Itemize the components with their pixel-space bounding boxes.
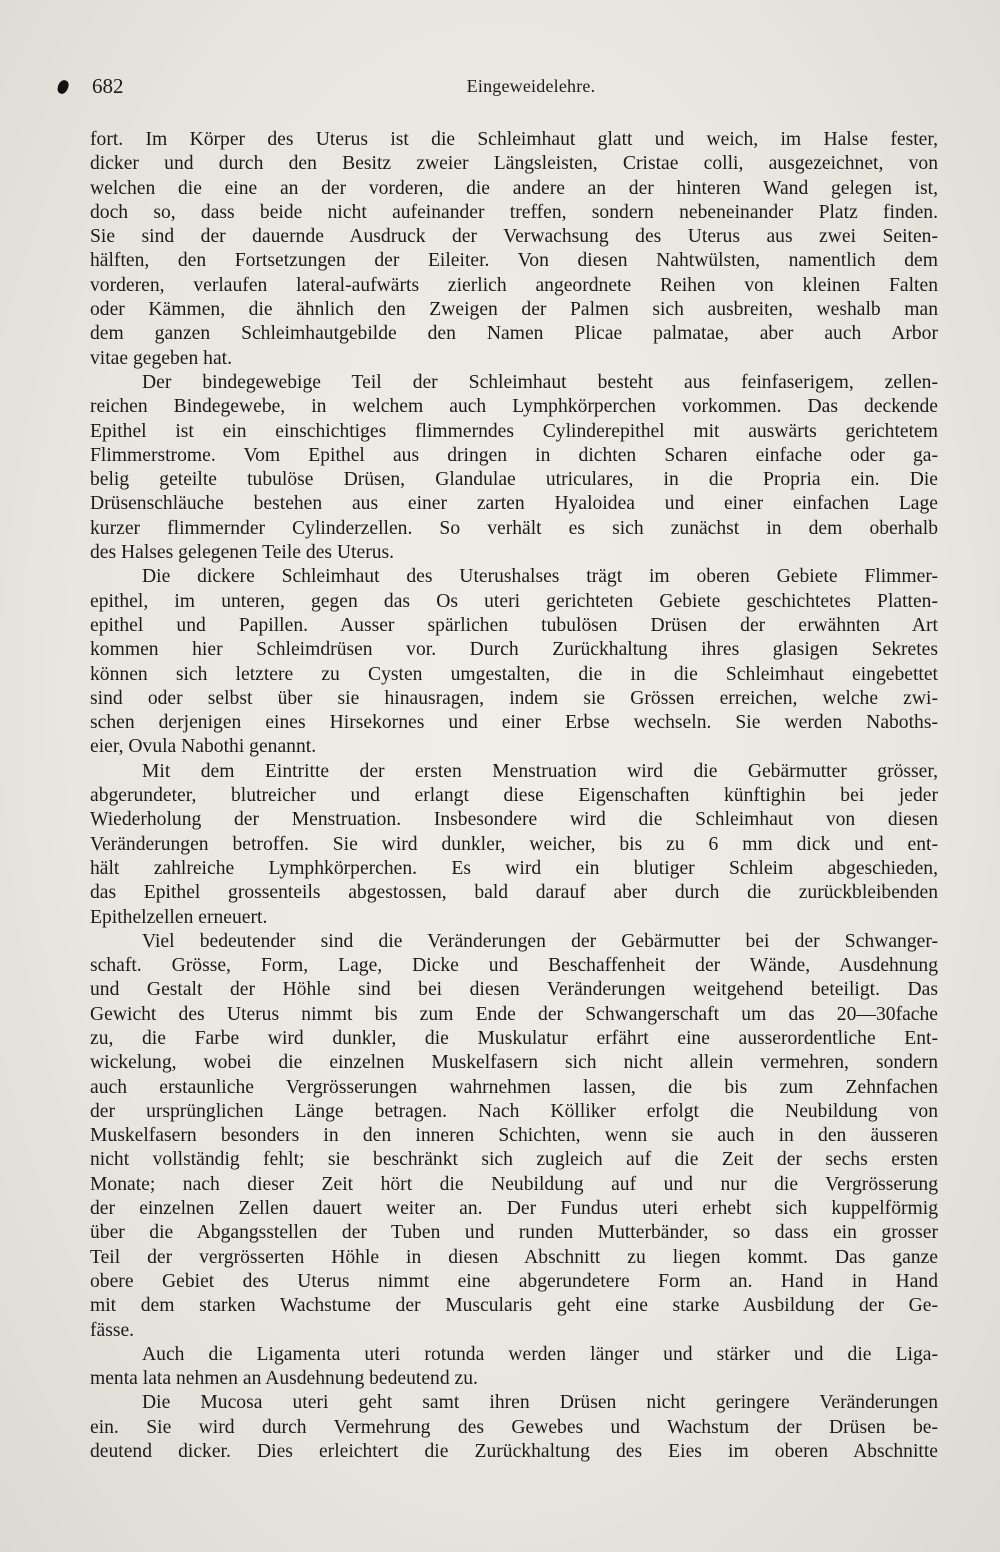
text-line: menta lata nehmen an Ausdehnung bedeutend zu. [90,1368,478,1390]
text-line: dem ganzen Schleimhautgebilde den Namen Plicae palmatae, aber auch Arbor [90,323,938,345]
text-line: abgerundeter, blutreicher und erlangt diese Eigenschaften künftighin bei jeder [90,785,938,807]
text-line: Viel bedeutender sind die Veränderungen der Gebärmutter bei der Schwanger- [142,930,938,952]
text-line: fort. Im Körper des Uterus ist die Schleimhaut glatt und weich, im Halse fester, [90,129,938,150]
text-line: Teil der vergrösserten Höhle in diesen Abschnitt zu liegen kommt. Das ganze [90,1246,938,1268]
text-line: kommen hier Schleimdrüsen vor. Durch Zurückhaltung ihres glasigen Sekretes [90,639,938,661]
text-line: Muskelfasern besonders in den inneren Schichten, wenn sie auch in den äusseren [90,1125,938,1147]
text-line: schen derjenigen eines Hirsekornes und einer Erbse wechseln. Sie werden Naboths- [90,712,938,734]
text-line: Epithel ist ein einschichtiges flimmerndes Cylinderepithel mit auswärts gerichtetem [90,420,938,442]
text-line: des Halses gelegenen Teile des Uterus. [90,542,395,564]
text-line: Die Mucosa uteri geht samt ihren Drüsen nicht geringere Veränderungen [142,1392,938,1414]
text-line: der ursprünglichen Länge betragen. Nach Kölliker erfolgt die Neubildung von [90,1100,938,1122]
text-line: vitae gegeben hat. [90,347,232,369]
text-line: Der bindegewebige Teil der Schleimhaut besteht aus feinfaserigem, zellen- [142,371,938,393]
text-line: sind oder selbst über sie hinausragen, indem sie Grössen erreichen, welche zwi- [90,687,938,709]
text-line: hälften, den Fortsetzungen der Eileiter. Von diesen Nahtwülsten, namentlich dem [90,250,938,272]
text-line: belig geteilte tubulöse Drüsen, Glandulae utriculares, in die Propria ein. Die [90,469,938,491]
text-line: epithel und Papillen. Ausser spärlichen tubulösen Drüsen der erwähnten Art [90,614,938,636]
text-line: Mit dem Eintritte der ersten Menstruation wird die Gebärmutter grösser, [142,760,938,782]
text-line: Auch die Ligamenta uteri rotunda werden länger und stärker und die Liga- [142,1343,938,1365]
text-line: Die dickere Schleimhaut des Uterushalses trägt im oberen Gebiete Flimmer- [142,566,938,588]
text-line: der einzelnen Zellen dauert weiter an. Der Fundus uteri erhebt sich kuppelförmig [90,1198,938,1220]
body-text [90,128,938,1464]
text-line: Drüsenschläuche bestehen aus einer zarten Hyaloidea und einer einfachen Lage [90,493,938,515]
text-line: epithel, im unteren, gegen das Os uteri gerichteten Gebiete geschichtetes Platten- [90,590,938,612]
text-line: und Gestalt der Höhle sind bei diesen Veränderungen weitgehend beteiligt. Das [90,979,938,1001]
text-line: Flimmerstrome. Vom Epithel aus dringen in dichten Scharen einfache oder ga- [90,444,938,466]
text-line: Epithelzellen erneuert. [90,906,268,928]
text-line: auch erstaunliche Vergrösserungen wahrnehmen lassen, die bis zum Zehnfachen [90,1076,938,1098]
text-line: eier, Ovula Nabothi genannt. [90,736,317,758]
text-line: Gewicht des Uterus nimmt bis zum Ende der Schwangerschaft um das 20—30fache [90,1003,938,1025]
text-line: kurzer flimmernder Cylinderzellen. So verhält es sich zunächst in dem oberhalb [90,517,938,539]
text-line: hält zahlreiche Lymphkörperchen. Es wird ein blutiger Schleim abgeschieden, [90,857,938,879]
ink-blot [56,79,70,96]
text-line: zu, die Farbe wird dunkler, die Muskulatur erfährt eine ausserordentliche Ent- [90,1027,938,1049]
text-line: wickelung, wobei die einzelnen Muskelfasern sich nicht allein vermehren, sondern [90,1052,938,1074]
text-line: Sie sind der dauernde Ausdruck der Verwachsung des Uterus aus zwei Seiten- [90,226,938,248]
text-line: Veränderungen betroffen. Sie wird dunkler, weicher, bis zu 6 mm dick und ent- [90,833,938,855]
text-line: welchen die eine an der vorderen, die andere an der hinteren Wand gelegen ist, [90,177,938,199]
text-line: schaft. Grösse, Form, Lage, Dicke und Beschaffenheit der Wände, Ausdehnung [90,955,938,977]
text-line: über die Abgangsstellen der Tuben und runden Mutterbänder, so dass ein grosser [90,1222,938,1244]
text-line: ein. Sie wird durch Vermehrung des Gewebes und Wachstum der Drüsen be- [90,1416,938,1438]
text-line: Monate; nach dieser Zeit hört die Neubildung auf und nur die Vergrösserung [90,1173,938,1195]
text-line: vorderen, verlaufen lateral-aufwärts zierlich angeordnete Reihen von kleinen Falten [90,274,938,296]
text-line: reichen Bindegewebe, in welchem auch Lymphkörperchen vorkommen. Das deckende [90,396,938,418]
text-line: obere Gebiet des Uterus nimmt eine abgerundetere Form an. Hand in Hand [90,1270,938,1292]
page-number: 682 [92,74,124,98]
page-header [92,74,930,104]
text-line: das Epithel grossenteils abgestossen, bald darauf aber durch die zurückbleibenden [90,882,938,904]
text-line: deutend dicker. Dies erleichtert die Zurückhaltung des Eies im oberen Abschnitte [90,1441,938,1463]
text-line: nicht vollständig fehlt; sie beschränkt sich zugleich auf die Zeit der sechs ersten [90,1149,938,1171]
text-line: mit dem starken Wachstume der Muscularis geht eine starke Ausbildung der Ge- [90,1295,938,1317]
text-line: oder Kämmen, die ähnlich den Zweigen der Palmen sich ausbreiten, weshalb man [90,299,938,321]
text-line: fässe. [90,1319,135,1341]
text-line: dicker und durch den Besitz zweier Längsleisten, Cristae colli, ausgezeichnet, von [90,153,938,175]
text-line: doch so, dass beide nicht aufeinander treffen, sondern nebeneinander Platz finden. [90,201,938,223]
running-title: Eingeweidelehre. [466,76,596,96]
text-line: können sich letztere zu Cysten umgestalten, die in die Schleimhaut eingebettet [90,663,938,685]
text-line: Wiederholung der Menstruation. Insbesondere wird die Schleimhaut von diesen [90,809,938,831]
